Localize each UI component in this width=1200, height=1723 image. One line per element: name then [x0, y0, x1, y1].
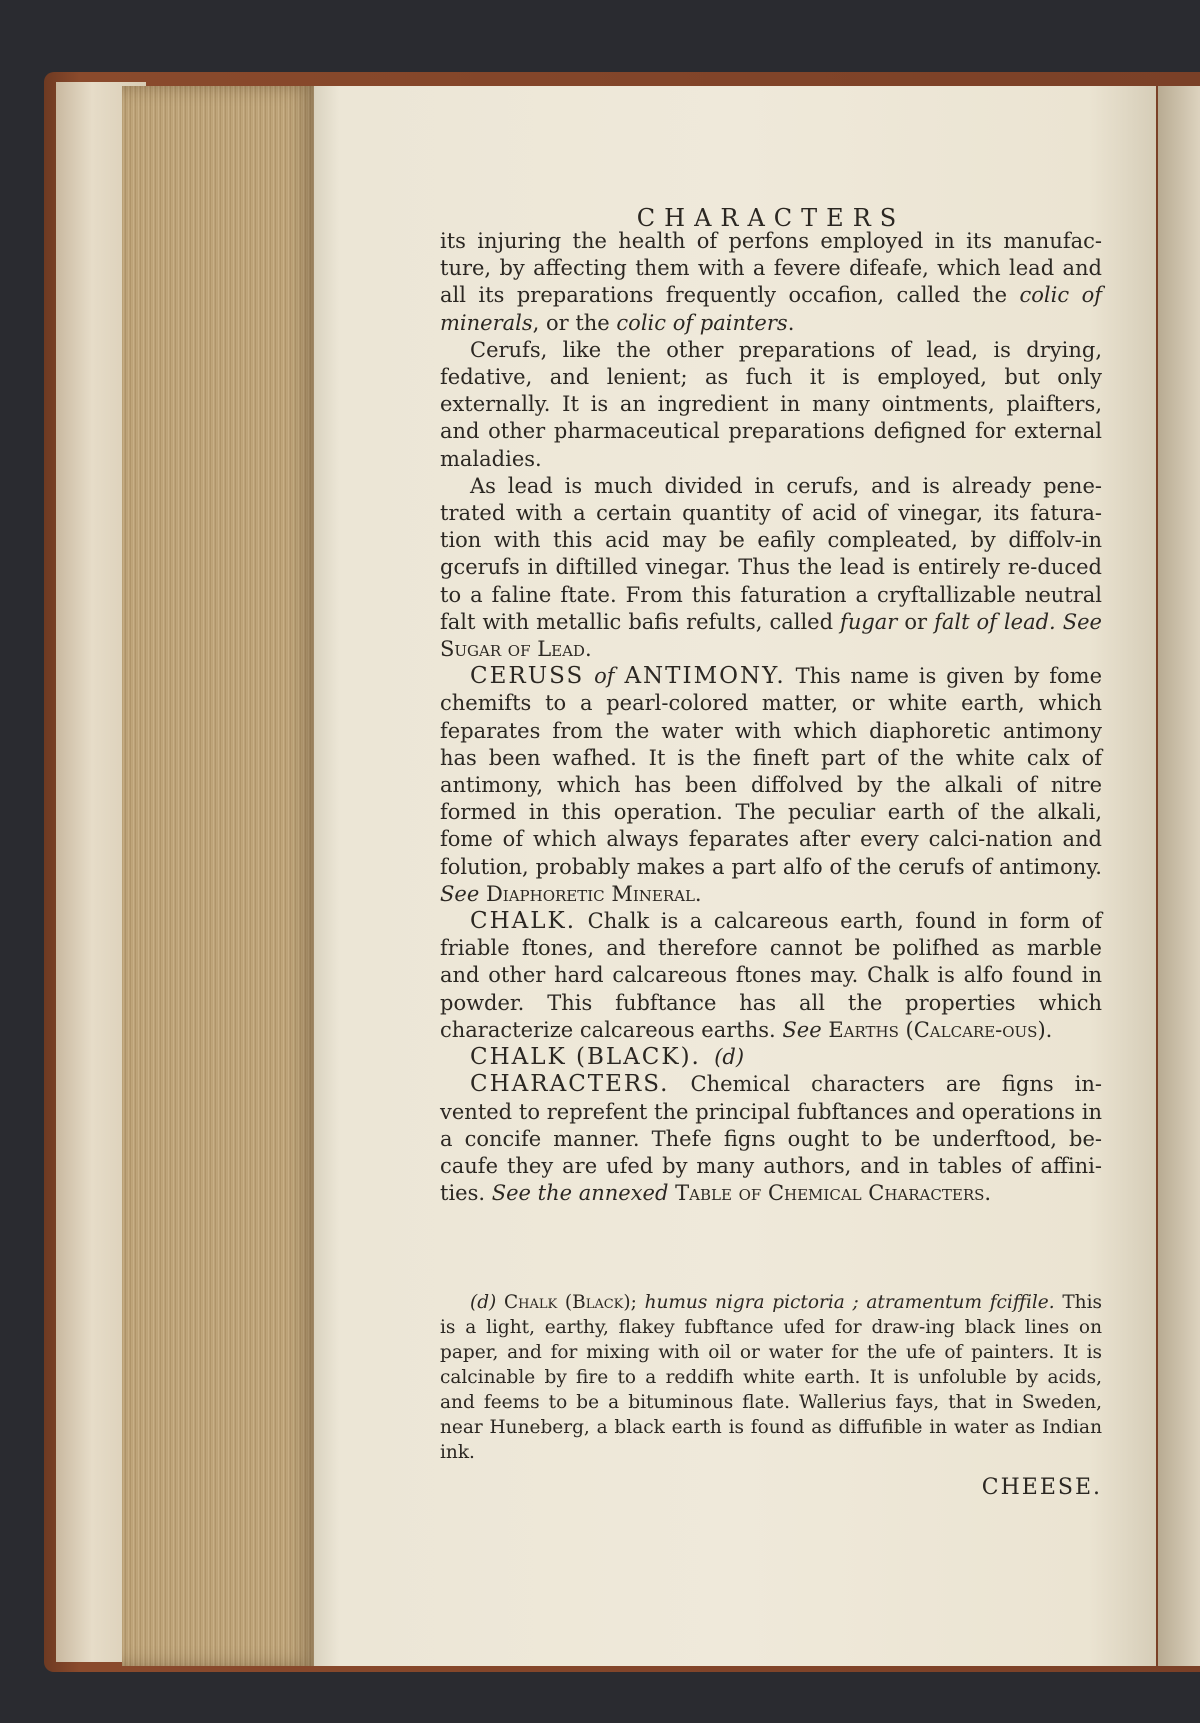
entry-characters: CHARACTERS. Chemical characters are figns in-vented to reprefent the principal fubftances and operations in a concife manner. Thefe figns ought to be underftood, be-caufe they are ufed by many authors, and in tables of affini-ties. See the annexed Table of Chemical Characters.	[440, 1071, 1102, 1206]
entry-heading: CHARACTERS.	[470, 1071, 670, 1098]
paragraph-ceruss-uses: Cerufs, like the other preparations of lead, is drying, fedative, and lenient; as fuch it is employed, but only externally. It is an ingredient in many ointments, plaifters, and other pharmaceutical preparations defigned for external maladies.	[440, 337, 1102, 471]
paragraph-lead-continuation: its injuring the health of perfons employed in its manufac-ture, by affecting them with a fevere difeafe, which lead and all its preparations frequently occafion, called the colic of minerals, or the colic of painters.	[440, 229, 1102, 335]
page-body	[440, 228, 1102, 1207]
entry-heading: CERUSS	[470, 663, 585, 690]
cross-reference: Table of Chemical Characters.	[675, 1181, 992, 1206]
entry-ceruss-of-antimony: CERUSS of ANTIMONY. This name is given by fome chemifts to a pearl-colored matter, or white earth, which feparates from the water with which diaphoretic antimony has been wafhed. It is the fineft part of the white calx of antimony, which has been diffolved by the alkali of nitre formed in this operation. The peculiar earth of the alkali, fome of which always feparates after every calci-nation and folution, probably makes a part alfo of the cerufs of antimony. See Diaphoretic Mineral.	[440, 663, 1102, 906]
footnote: (d) Chalk (Black); humus nigra pictoria ; atramentum fciffile. This is a light, earthy, flakey fubftance ufed for draw-ing black lines on paper, and for mixing with oil or water for the ufe of painters. It is calcinable by fire to a reddifh white earth. It is unfoluble by acids, and feems to be a bituminous flate. Wallerius fays, that in Sweden, near Huneberg, a black earth is found as diffufible in water as Indian ink.	[440, 1292, 1102, 1463]
facing-page-edge	[1158, 86, 1200, 1666]
catchword: CHEESE.	[981, 1475, 1102, 1500]
entry-chalk-black	[440, 1044, 1102, 1071]
paragraph-ceruss-saturation: As lead is much divided in cerufs, and is already pene-trated with a certain quantity of acid of vinegar, its fatura-tion with this acid may be eafily compleated, by diffolv-in gcerufs in diftilled vinegar. Thus the lead is entirely re-duced to a faline ftate. From this faturation a cryftallizable neutral falt with metallic bafis refults, called fugar or falt of lead. See Sugar of Lead.	[440, 473, 1102, 662]
entry-chalk: CHALK. Chalk is a calcareous earth, found in form of friable ftones, and therefore cannot be polifhed as marble and other hard calcareous ftones may. Chalk is alfo found in powder. This fubftance has all the properties which characterize calcareous earths. See Earths (Calcare-ous).	[440, 908, 1102, 1042]
entry-heading: CHALK.	[470, 908, 577, 935]
running-head: CHARACTERS	[636, 204, 906, 232]
page-edges	[122, 86, 317, 1666]
cross-reference: Diaphoretic Mineral.	[485, 881, 702, 906]
cross-reference: Sugar of Lead.	[440, 637, 592, 662]
cross-reference: Earths (Calcare-ous).	[828, 1017, 1053, 1042]
footnote-marker: (d)	[714, 1045, 745, 1070]
entry-heading: CHALK (BLACK).	[470, 1044, 701, 1071]
